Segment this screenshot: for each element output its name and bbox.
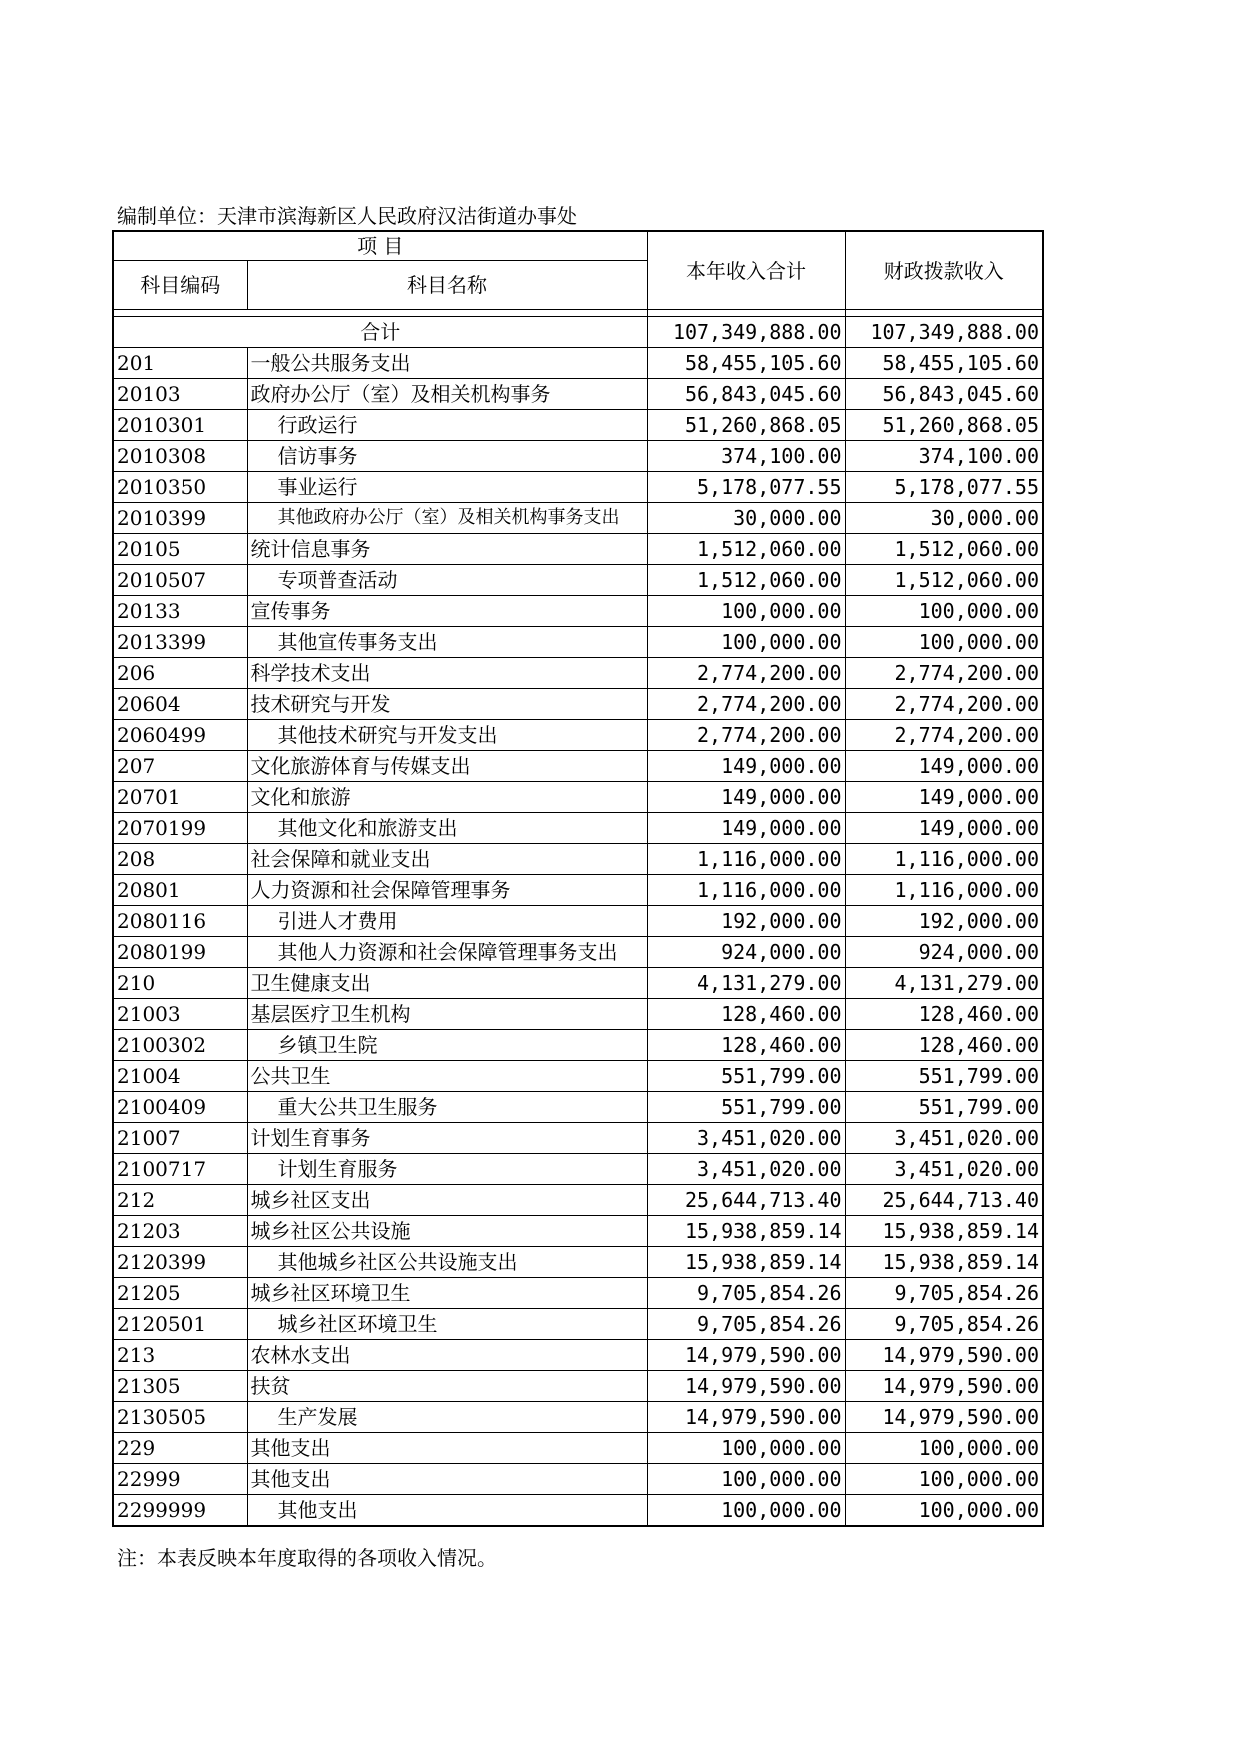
table-row <box>113 1464 1043 1495</box>
row-name: 其他支出 <box>247 1464 647 1495</box>
row-code: 2299999 <box>113 1495 247 1527</box>
row-income-total: 374,100.00 <box>647 441 845 472</box>
row-fiscal-income: 51,260,868.05 <box>845 410 1043 441</box>
table-row <box>113 658 1043 689</box>
row-name: 专项普查活动 <box>247 565 647 596</box>
row-fiscal-income: 15,938,859.14 <box>845 1247 1043 1278</box>
row-name: 其他政府办公厅（室）及相关机构事务支出 <box>247 503 647 534</box>
row-name: 基层医疗卫生机构 <box>247 999 647 1030</box>
row-income-total: 149,000.00 <box>647 751 845 782</box>
row-income-total: 192,000.00 <box>647 906 845 937</box>
row-income-total: 100,000.00 <box>647 1495 845 1527</box>
table-row <box>113 720 1043 751</box>
header-row-1 <box>113 231 1043 261</box>
row-name: 事业运行 <box>247 472 647 503</box>
row-name: 其他文化和旅游支出 <box>247 813 647 844</box>
row-fiscal-income: 128,460.00 <box>845 999 1043 1030</box>
row-income-total: 15,938,859.14 <box>647 1247 845 1278</box>
row-fiscal-income: 1,116,000.00 <box>845 875 1043 906</box>
table-row <box>113 1061 1043 1092</box>
row-income-total: 2,774,200.00 <box>647 720 845 751</box>
row-income-total: 51,260,868.05 <box>647 410 845 441</box>
row-fiscal-income: 14,979,590.00 <box>845 1340 1043 1371</box>
row-income-total: 2,774,200.00 <box>647 658 845 689</box>
table-row <box>113 1402 1043 1433</box>
table-row <box>113 627 1043 658</box>
row-fiscal-income: 25,644,713.40 <box>845 1185 1043 1216</box>
row-code: 21004 <box>113 1061 247 1092</box>
row-code: 2100409 <box>113 1092 247 1123</box>
header-fiscal-income: 财政拨款收入 <box>845 231 1043 310</box>
row-income-total: 25,644,713.40 <box>647 1185 845 1216</box>
row-code: 2010350 <box>113 472 247 503</box>
table-row <box>113 1185 1043 1216</box>
table-row <box>113 937 1043 968</box>
table-row <box>113 565 1043 596</box>
row-income-total: 30,000.00 <box>647 503 845 534</box>
row-code: 2010399 <box>113 503 247 534</box>
row-code: 20701 <box>113 782 247 813</box>
row-name: 扶贫 <box>247 1371 647 1402</box>
row-fiscal-income: 30,000.00 <box>845 503 1043 534</box>
row-name: 乡镇卫生院 <box>247 1030 647 1061</box>
row-fiscal-income: 4,131,279.00 <box>845 968 1043 999</box>
row-name: 其他技术研究与开发支出 <box>247 720 647 751</box>
table-row <box>113 1092 1043 1123</box>
row-name: 政府办公厅（室）及相关机构事务 <box>247 379 647 410</box>
row-name: 计划生育事务 <box>247 1123 647 1154</box>
table-row <box>113 348 1043 379</box>
row-fiscal-income: 100,000.00 <box>845 1433 1043 1464</box>
row-name: 城乡社区环境卫生 <box>247 1309 647 1340</box>
row-name: 宣传事务 <box>247 596 647 627</box>
row-code: 208 <box>113 844 247 875</box>
row-code: 229 <box>113 1433 247 1464</box>
row-name: 其他支出 <box>247 1495 647 1527</box>
row-code: 2013399 <box>113 627 247 658</box>
table-row <box>113 999 1043 1030</box>
row-name: 农林水支出 <box>247 1340 647 1371</box>
row-code: 22999 <box>113 1464 247 1495</box>
row-income-total: 2,774,200.00 <box>647 689 845 720</box>
table-row <box>113 472 1043 503</box>
table-row <box>113 1154 1043 1185</box>
row-code: 21007 <box>113 1123 247 1154</box>
row-name: 生产发展 <box>247 1402 647 1433</box>
row-code: 2130505 <box>113 1402 247 1433</box>
row-income-total: 551,799.00 <box>647 1092 845 1123</box>
row-fiscal-income: 9,705,854.26 <box>845 1309 1043 1340</box>
row-code: 21305 <box>113 1371 247 1402</box>
row-name: 社会保障和就业支出 <box>247 844 647 875</box>
row-income-total: 14,979,590.00 <box>647 1340 845 1371</box>
row-name: 城乡社区公共设施 <box>247 1216 647 1247</box>
row-income-total: 3,451,020.00 <box>647 1123 845 1154</box>
row-fiscal-income: 2,774,200.00 <box>845 689 1043 720</box>
row-income-total: 9,705,854.26 <box>647 1309 845 1340</box>
row-income-total: 149,000.00 <box>647 813 845 844</box>
row-name: 技术研究与开发 <box>247 689 647 720</box>
row-fiscal-income: 56,843,045.60 <box>845 379 1043 410</box>
table-row <box>113 596 1043 627</box>
income-table <box>112 230 1044 1527</box>
row-fiscal-income: 2,774,200.00 <box>845 720 1043 751</box>
row-code: 20801 <box>113 875 247 906</box>
row-name: 文化旅游体育与传媒支出 <box>247 751 647 782</box>
row-code: 206 <box>113 658 247 689</box>
row-fiscal-income: 924,000.00 <box>845 937 1043 968</box>
row-code: 210 <box>113 968 247 999</box>
row-income-total: 100,000.00 <box>647 1433 845 1464</box>
row-income-total: 128,460.00 <box>647 999 845 1030</box>
row-code: 2010507 <box>113 565 247 596</box>
row-code: 21205 <box>113 1278 247 1309</box>
total-label: 合计 <box>113 317 647 348</box>
row-fiscal-income: 374,100.00 <box>845 441 1043 472</box>
row-fiscal-income: 100,000.00 <box>845 596 1043 627</box>
row-income-total: 100,000.00 <box>647 627 845 658</box>
row-income-total: 1,512,060.00 <box>647 565 845 596</box>
row-name: 科学技术支出 <box>247 658 647 689</box>
row-income-total: 1,116,000.00 <box>647 844 845 875</box>
table-row <box>113 1278 1043 1309</box>
table-row <box>113 968 1043 999</box>
row-name: 其他支出 <box>247 1433 647 1464</box>
header-income-total: 本年收入合计 <box>647 231 845 310</box>
row-code: 212 <box>113 1185 247 1216</box>
row-income-total: 100,000.00 <box>647 1464 845 1495</box>
row-name: 其他宣传事务支出 <box>247 627 647 658</box>
row-income-total: 5,178,077.55 <box>647 472 845 503</box>
table-row <box>113 1371 1043 1402</box>
row-name: 文化和旅游 <box>247 782 647 813</box>
row-name: 重大公共卫生服务 <box>247 1092 647 1123</box>
row-code: 21003 <box>113 999 247 1030</box>
row-income-total: 128,460.00 <box>647 1030 845 1061</box>
row-name: 计划生育服务 <box>247 1154 647 1185</box>
row-fiscal-income: 149,000.00 <box>845 751 1043 782</box>
row-code: 20105 <box>113 534 247 565</box>
row-fiscal-income: 9,705,854.26 <box>845 1278 1043 1309</box>
row-code: 21203 <box>113 1216 247 1247</box>
table-row <box>113 844 1043 875</box>
row-income-total: 1,116,000.00 <box>647 875 845 906</box>
row-fiscal-income: 100,000.00 <box>845 1464 1043 1495</box>
row-fiscal-income: 3,451,020.00 <box>845 1123 1043 1154</box>
row-code: 20604 <box>113 689 247 720</box>
table-row <box>113 1433 1043 1464</box>
row-name: 信访事务 <box>247 441 647 472</box>
row-fiscal-income: 3,451,020.00 <box>845 1154 1043 1185</box>
header-project: 项 目 <box>113 231 647 261</box>
row-name: 一般公共服务支出 <box>247 348 647 379</box>
table-row <box>113 782 1043 813</box>
total-fiscal: 107,349,888.00 <box>845 317 1043 348</box>
row-code: 2120501 <box>113 1309 247 1340</box>
table-row <box>113 1340 1043 1371</box>
table-row <box>113 1247 1043 1278</box>
row-code: 2080116 <box>113 906 247 937</box>
row-code: 2010308 <box>113 441 247 472</box>
row-name: 其他人力资源和社会保障管理事务支出 <box>247 937 647 968</box>
table-note: 注：本表反映本年度取得的各项收入情况。 <box>117 1546 497 1570</box>
table-row <box>113 379 1043 410</box>
row-name: 城乡社区支出 <box>247 1185 647 1216</box>
row-income-total: 3,451,020.00 <box>647 1154 845 1185</box>
table-row <box>113 1030 1043 1061</box>
row-name: 其他城乡社区公共设施支出 <box>247 1247 647 1278</box>
row-name: 行政运行 <box>247 410 647 441</box>
table-row <box>113 503 1043 534</box>
row-fiscal-income: 15,938,859.14 <box>845 1216 1043 1247</box>
row-fiscal-income: 149,000.00 <box>845 782 1043 813</box>
row-fiscal-income: 100,000.00 <box>845 627 1043 658</box>
table-row <box>113 410 1043 441</box>
table-row <box>113 813 1043 844</box>
row-code: 2070199 <box>113 813 247 844</box>
row-name: 统计信息事务 <box>247 534 647 565</box>
table-row <box>113 1123 1043 1154</box>
row-income-total: 9,705,854.26 <box>647 1278 845 1309</box>
row-fiscal-income: 149,000.00 <box>845 813 1043 844</box>
row-income-total: 15,938,859.14 <box>647 1216 845 1247</box>
row-fiscal-income: 100,000.00 <box>845 1495 1043 1527</box>
row-code: 2080199 <box>113 937 247 968</box>
table-row <box>113 751 1043 782</box>
row-code: 207 <box>113 751 247 782</box>
row-income-total: 100,000.00 <box>647 596 845 627</box>
table-row <box>113 906 1043 937</box>
row-code: 2100717 <box>113 1154 247 1185</box>
row-fiscal-income: 58,455,105.60 <box>845 348 1043 379</box>
row-income-total: 56,843,045.60 <box>647 379 845 410</box>
compiling-unit: 编制单位：天津市滨海新区人民政府汉沽街道办事处 <box>117 204 577 228</box>
row-code: 20103 <box>113 379 247 410</box>
header-spacer <box>113 310 1043 317</box>
row-code: 20133 <box>113 596 247 627</box>
row-name: 人力资源和社会保障管理事务 <box>247 875 647 906</box>
row-fiscal-income: 1,512,060.00 <box>845 534 1043 565</box>
row-income-total: 1,512,060.00 <box>647 534 845 565</box>
row-fiscal-income: 192,000.00 <box>845 906 1043 937</box>
row-fiscal-income: 2,774,200.00 <box>845 658 1043 689</box>
row-name: 卫生健康支出 <box>247 968 647 999</box>
row-code: 2100302 <box>113 1030 247 1061</box>
row-fiscal-income: 551,799.00 <box>845 1061 1043 1092</box>
row-income-total: 58,455,105.60 <box>647 348 845 379</box>
table-row <box>113 534 1043 565</box>
total-row <box>113 317 1043 348</box>
row-name: 公共卫生 <box>247 1061 647 1092</box>
row-income-total: 14,979,590.00 <box>647 1402 845 1433</box>
row-code: 2060499 <box>113 720 247 751</box>
row-fiscal-income: 5,178,077.55 <box>845 472 1043 503</box>
row-income-total: 14,979,590.00 <box>647 1371 845 1402</box>
table-row <box>113 875 1043 906</box>
row-code: 2120399 <box>113 1247 247 1278</box>
row-code: 2010301 <box>113 410 247 441</box>
row-name: 引进人才费用 <box>247 906 647 937</box>
row-income-total: 551,799.00 <box>647 1061 845 1092</box>
table-row <box>113 1495 1043 1527</box>
header-code: 科目编码 <box>113 261 247 310</box>
table-row <box>113 1216 1043 1247</box>
table-row <box>113 1309 1043 1340</box>
table-row <box>113 689 1043 720</box>
row-name: 城乡社区环境卫生 <box>247 1278 647 1309</box>
table-row <box>113 441 1043 472</box>
row-fiscal-income: 14,979,590.00 <box>845 1402 1043 1433</box>
row-income-total: 149,000.00 <box>647 782 845 813</box>
row-fiscal-income: 551,799.00 <box>845 1092 1043 1123</box>
row-fiscal-income: 1,116,000.00 <box>845 844 1043 875</box>
header-name: 科目名称 <box>247 261 647 310</box>
row-code: 213 <box>113 1340 247 1371</box>
row-code: 201 <box>113 348 247 379</box>
row-fiscal-income: 14,979,590.00 <box>845 1371 1043 1402</box>
total-income: 107,349,888.00 <box>647 317 845 348</box>
row-income-total: 4,131,279.00 <box>647 968 845 999</box>
row-fiscal-income: 128,460.00 <box>845 1030 1043 1061</box>
row-fiscal-income: 1,512,060.00 <box>845 565 1043 596</box>
row-income-total: 924,000.00 <box>647 937 845 968</box>
